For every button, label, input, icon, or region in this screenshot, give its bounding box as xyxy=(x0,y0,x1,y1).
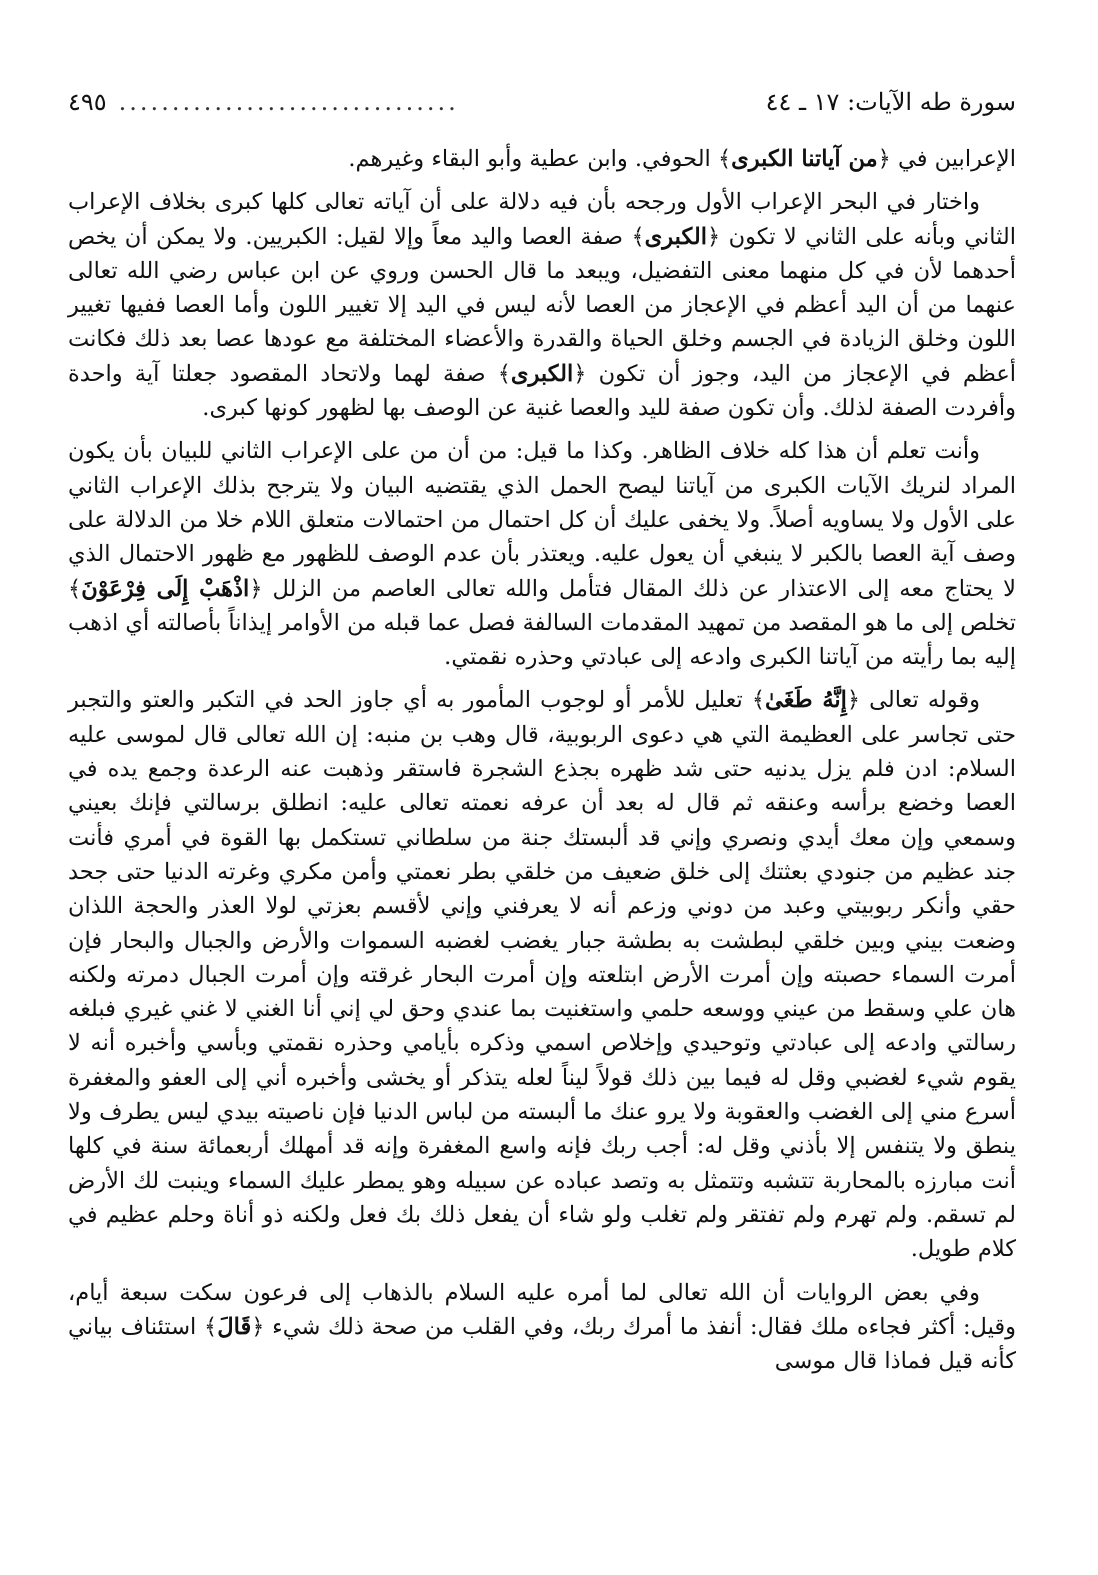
paragraph-text: الحوفي. وابن عطية وأبو البقاء وغيرهم. xyxy=(348,146,718,172)
paragraph-text: صفة العصا واليد معاً وإلا لقيل: الكبريين. ولا يمكن أن يخص أحدهما لأن في كل منهما معنى التفضيل، ويبعد ما قال الحسن وروي عن ابن عباس رضي الله تعالى عنهما من أن اليد أعظم في الإعجاز من العصا لأنه ليس في اليد إلا تغيير اللون وأما العصا ففيها تغيير اللون وخلق الزيادة في الجسم وخلق الحياة والقدرة والأعضاء المختلفة مع عودها عصا بعد ذلك فكانت أعظم في الإعجاز من اليد، وجوز أن تكون xyxy=(68,223,1016,387)
page-number: ٤٩٥ xyxy=(68,88,107,116)
paragraph-text: الإعرابين في xyxy=(890,146,1016,172)
paragraph-text: صفة لهما ولاتحاد المقصود جعلتا آية واحدة وأفردت الصفة لذلك. وأن تكون صفة لليد والعصا غنية عن الوصف بها لظهور كونها كبرى. xyxy=(68,360,1016,422)
paragraph-text: واختار في البحر الإعراب الأول ورجحه بأن فيه دلالة على أن آياته تعالى كلها كبرى بخلاف الإعراب الثاني وبأنه على الثاني لا تكون xyxy=(68,189,1016,250)
paragraph xyxy=(68,683,1016,1266)
paragraph-text: وأنت تعلم أن هذا كله خلاف الظاهر. وكذا ما قيل: من أن من على الإعراب الثاني للبيان بأن يكون المراد لنريك الآيات الكبرى من آياتنا ليصح الحمل الذي يقتضيه البيان ولا يترجح بذلك الإعراب الثاني على الأول ولا يساويه أصلاً. ولا يخفى عليك أن كل احتمال من احتمالات متعلق اللام خلا من الدلالة على وصف آية العصا بالكبر لا ينبغي أن يعول عليه. ويعتذر بأن عدم الوصف للظهور مع ظهور الاحتمال الذي لا يحتاج معه إلى الاعتذار عن ذلك المقال فتأمل والله تعالى العاصم من الزلل xyxy=(68,438,1016,602)
quran-quote: ﴿اذْهَبْ إِلَى فِرْعَوْنَ﴾ xyxy=(68,575,263,602)
quran-quote: ﴿إِنَّهُ طَغَىٰ﴾ xyxy=(751,687,861,714)
running-header xyxy=(68,88,1016,130)
body-text xyxy=(68,142,1016,1378)
quran-quote: ﴿الكبرى﴾ xyxy=(631,223,721,250)
paragraph xyxy=(68,185,1016,425)
quran-quote: ﴿الكبرى﴾ xyxy=(497,360,587,387)
paragraph-text: تعليل للأمر أو لوجوب المأمور به أي جاوز الحد في التكبر والعتو والتجبر حتى تجاسر على العظيمة التي هي دعوى الربوبية، قال وهب بن منبه: إن الله تعالى قال لموسى عليه السلام: ادن فلم يزل يدنيه حتى شد ظهره بجذع الشجرة فاستقر وذهبت عنه الرعدة وجمع يده في العصا وخضع برأسه وعنقه ثم قال له بعد أن عرفه نعمته تعالى عليه: انطلق برسالتي فإنك بعيني وسمعي وإن معك أيدي ونصري وإني قد ألبستك جنة من سلطاني تستكمل بها القوة في أمري فأنت جند عظيم من جنودي بعثتك إلى خلق ضعيف من خلقي بطر نعمتي وأمن مكري وغرته الدنيا حتى جحد حقي وأنكر ربوبيتي وعبد من دوني وزعم أنه لا يعرفني وإني لأقسم بعزتي لولا العذر والحجة اللذان وضعت بيني وبين خلقي لبطشت به بطشة جبار يغضب لغضبه السموات والأرض والجبال والبحار فإن أمرت السماء حصبته وإن أمرت الأرض ابتلعته وإن أمرت البحار غرقته وإن أمرت الجبال دمرته ولكنه هان علي وسقط من عيني ووسعه حلمي واستغنيت بما عندي وحق لي إني أنا الغني لا غني غيري فبلغه رسالتي وادعه إلى عبادتي وتوحيدي وإخلاص اسمي وذكره بأيامي وحذره نقمتي وبأسي وأخبره أنه لا يقوم شيء لغضبي وقل له فيما بين ذلك قولاً ليناً لعله يتذكر أو يخشى وأخبره أني إلى العفو والمغفرة أسرع مني إلى الغضب والعقوبة ولا يرو عنك ما ألبسته من لباس الدنيا فإن ناصيته بيدي ليس يطرف ولا ينطق ولا يتنفس إلا بأذني وقل له: أجب ربك فإنه واسع المغفرة وإنه قد أمهلك أربعمائة سنة في كلها أنت مبارزه بالمحاربة تتشبه وتتمثل به وتصد عباده عن سبيله وهو يمطر عليك السماء وينبت لك الأرض لم تسقم. ولم تهرم ولم تفتقر ولم تغلب ولو شاء أن يفعل ذلك بك فعل ولكنه ذو أناة وحلم عظيم في كلام طويل. xyxy=(68,687,1016,1263)
paragraph-text: وقوله تعالى xyxy=(860,687,980,714)
surah-title: سورة طه الآيات: ١٧ ـ ٤٤ xyxy=(765,88,1016,116)
quran-quote: ﴿قَالَ﴾ xyxy=(204,1313,265,1340)
paragraph-text: وفي بعض الروايات أن الله تعالى لما أمره عليه السلام بالذهاب إلى فرعون سكت سبعة أيام، وقيل: أكثر فجاءه ملك فقال: أنفذ ما أمرك ربك، وفي القلب من صحة ذلك شيء xyxy=(68,1279,1016,1340)
paragraph-text: تخلص إلى ما هو المقصد من تمهيد المقدمات السالفة فصل عما قبله من الأوامر إيذاناً بأصالته أي اذهب إليه بما رأيته من آياتنا الكبرى وادعه إلى عبادتي وحذره نقمتي. xyxy=(68,609,1016,671)
paragraph-text: استئناف بياني كأنه قيل فماذا قال موسى xyxy=(68,1313,1016,1375)
paragraph xyxy=(68,142,1016,176)
leader-dots: ................................ xyxy=(118,88,459,116)
paragraph xyxy=(68,434,1016,674)
paragraph xyxy=(68,1276,1016,1379)
quran-quote: ﴿من آياتنا الكبرى﴾ xyxy=(717,146,891,172)
